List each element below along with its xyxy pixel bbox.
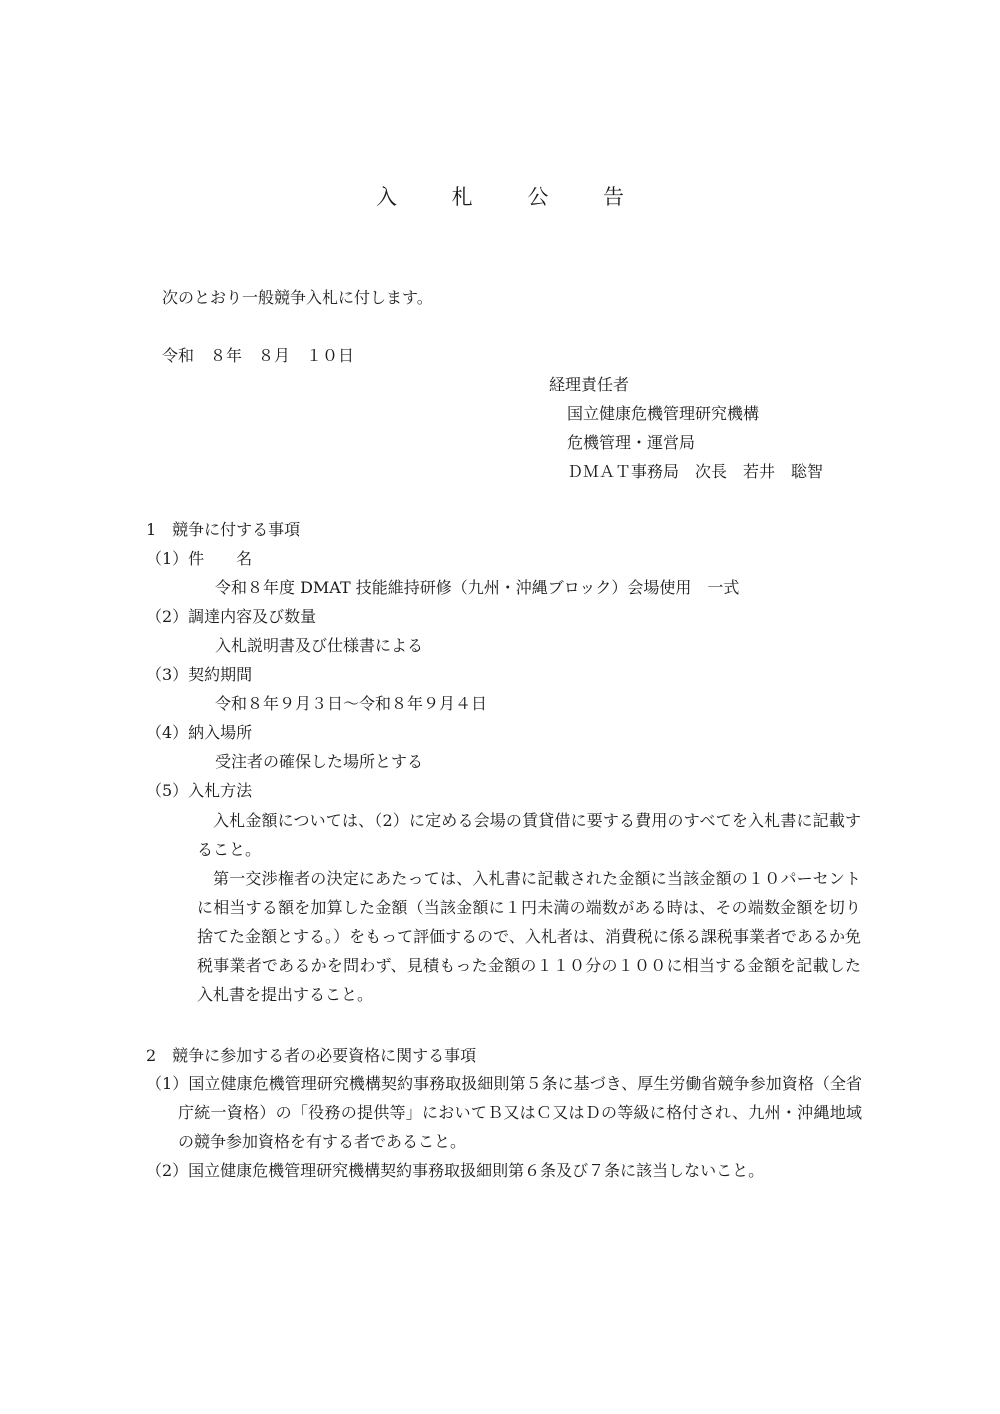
notice-date: 令和 ８年 ８月 １０日 — [162, 346, 355, 365]
intro-text: 次のとおり一般競争入札に付します。 — [162, 288, 433, 307]
item2-body: 入札説明書及び仕様書による — [215, 636, 424, 655]
page-title: 入 札 公 告 — [375, 185, 649, 209]
section2-item1: （1）国立健康危機管理研究機構契約事務取扱細則第５条に基づき、厚生労働省競争参加資格（全省庁統一資格）の「役務の提供等」においてＢ又はＣ又はＤの等級に格付され、九州・沖縄地域の競争参加資格を有する者であること。 — [146, 1074, 862, 1151]
item3-label: （3）契約期間 — [146, 665, 253, 684]
issuer-org: 国立健康危機管理研究機構 — [567, 404, 760, 423]
section2-item2: （2）国立健康危機管理研究機構契約事務取扱細則第６条及び７条に該当しないこと。 — [146, 1161, 765, 1180]
section1-heading: 1 競争に付する事項 — [146, 520, 301, 539]
item1-label: （1）件 名 — [146, 549, 253, 568]
item5-label: （5）入札方法 — [146, 781, 253, 800]
item4-label: （4）納入場所 — [146, 723, 253, 742]
item4-body: 受注者の確保した場所とする — [215, 752, 424, 771]
method-paragraph-2: 第一交渉権者の決定にあたっては、入札書に記載された金額に当該金額の１０パーセントに相当する額を加算した金額（当該金額に１円未満の端数がある時は、その端数金額を切り捨てた金額とする。）をもって評価するので、入札者は、消費税に係る課税事業者であるか免税事業者であるかを問わず、見積もった金額の１１０分の１００に相当する金額を記載した入札書を提出すること。 — [197, 869, 861, 1004]
issuer-bureau: 危機管理・運営局 — [567, 433, 696, 452]
item2-label: （2）調達内容及び数量 — [146, 607, 317, 626]
item3-body: 令和８年９月３日～令和８年９月４日 — [215, 694, 488, 713]
section2-heading: 2 競争に参加する者の必要資格に関する事項 — [146, 1046, 477, 1065]
issuer-person: ＤＭＡＴ事務局 次長 若井 聡智 — [567, 462, 824, 481]
item1-body: 令和８年度 DMAT 技能維持研修（九州・沖縄ブロック）会場使用 一式 — [215, 578, 740, 597]
method-paragraph-1: 入札金額については、（2）に定める会場の賃貸借に要する費用のすべてを入札書に記載すること。 — [197, 811, 861, 859]
issuer-role: 経理責任者 — [549, 375, 630, 394]
